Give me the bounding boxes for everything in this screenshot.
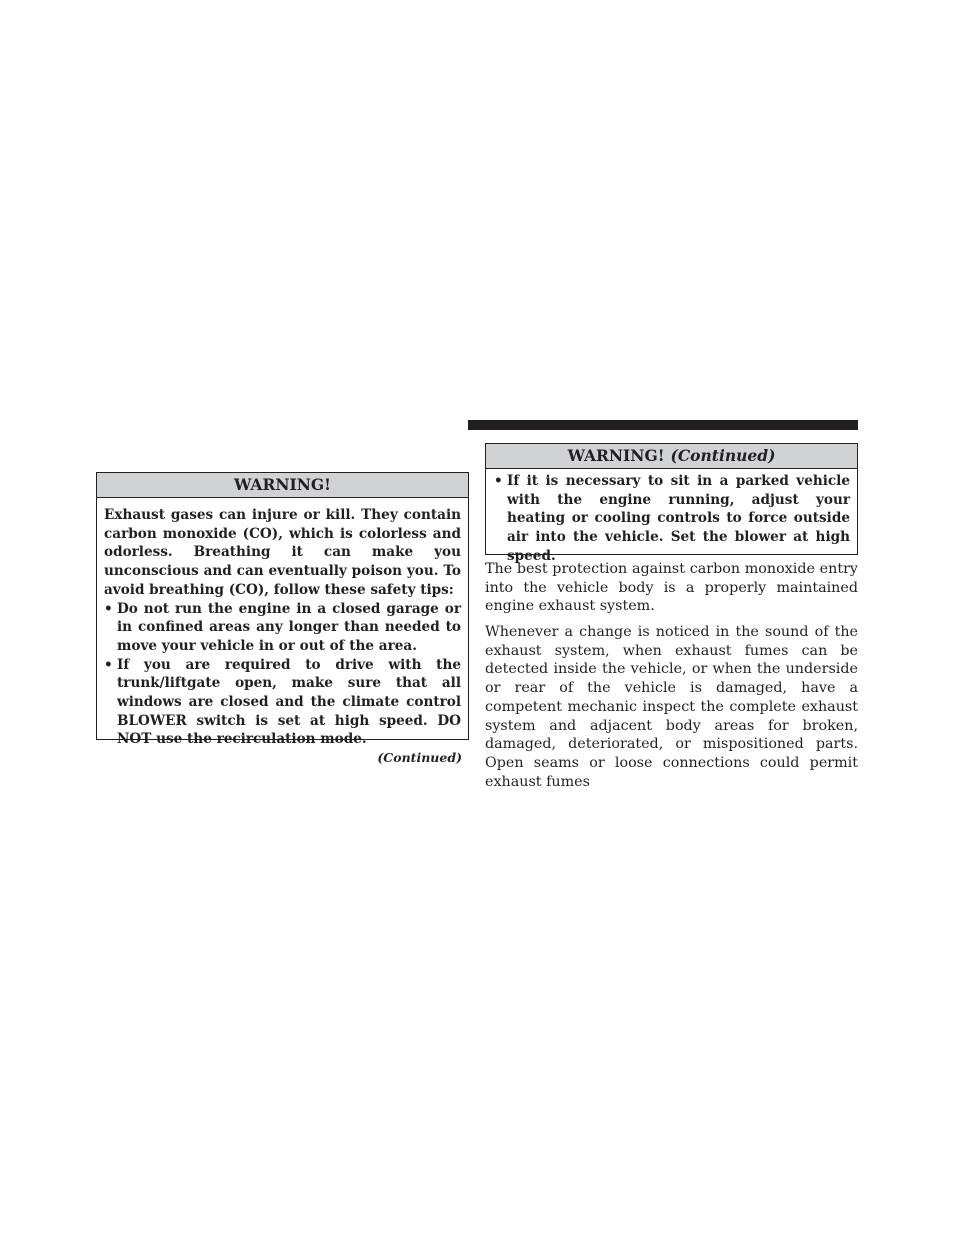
paragraph-text: Whenever a change is noticed in the sound of the exhaust system, when exhaust fumes can be detected inside the vehicle, or when the underside or rear of the vehicle is damaged, have a competent mechanic inspect the complete exhaust system and adjacent body areas for broken, damaged, deteriorated, or mispositioned parts. Open seams or loose connections could permit exhaust fumes [485, 624, 858, 790]
warning-title-text: WARNING! [567, 446, 665, 465]
body-paragraph [485, 623, 858, 791]
bullet-icon: • [104, 600, 113, 617]
warning-title-text: WARNING! [234, 475, 331, 494]
paragraph-text: The best protection against carbon monoxide entry into the vehicle body is a properly maintained engine exhaust system. [485, 561, 858, 615]
warning-bullet-text: If you are required to drive with the trunk/liftgate open, make sure that all windows are closed and the climate control BLOWER switch is set at high speed. DO NOT use the recirculation mode. [117, 656, 461, 748]
warning-title-suffix: (Continued) [670, 446, 776, 465]
warning-box-continued [485, 443, 858, 564]
warning-bullet [494, 472, 850, 566]
bullet-icon: • [104, 656, 113, 673]
warning-title [97, 473, 468, 498]
body-paragraph [485, 560, 858, 616]
warning-bullet [104, 656, 461, 750]
warning-bullet-text: If it is necessary to sit in a parked vehicle with the engine running, adjust your heating or cooling controls to force outside air into the vehicle. Set the blower at high speed. [507, 473, 850, 564]
warning-bullet-text: Do not run the engine in a closed garage or in confined areas any longer than needed to move your vehicle in or out of the area. [117, 600, 461, 654]
warning-intro: Exhaust gases can injure or kill. They contain carbon monoxide (CO), which is colorless and odorless. Breathing it can make you unconscious and can eventually poison you. To avoid breathing (CO), follow these safety tips: [104, 507, 461, 598]
warning-body [97, 498, 468, 749]
section-header-bar [468, 420, 858, 430]
warning-body [486, 469, 857, 566]
warning-box-exhaust [96, 472, 469, 748]
warning-title [486, 444, 857, 469]
warning-bullet [104, 600, 461, 656]
bullet-icon: • [494, 473, 503, 489]
continued-note: (Continued) [377, 750, 462, 765]
